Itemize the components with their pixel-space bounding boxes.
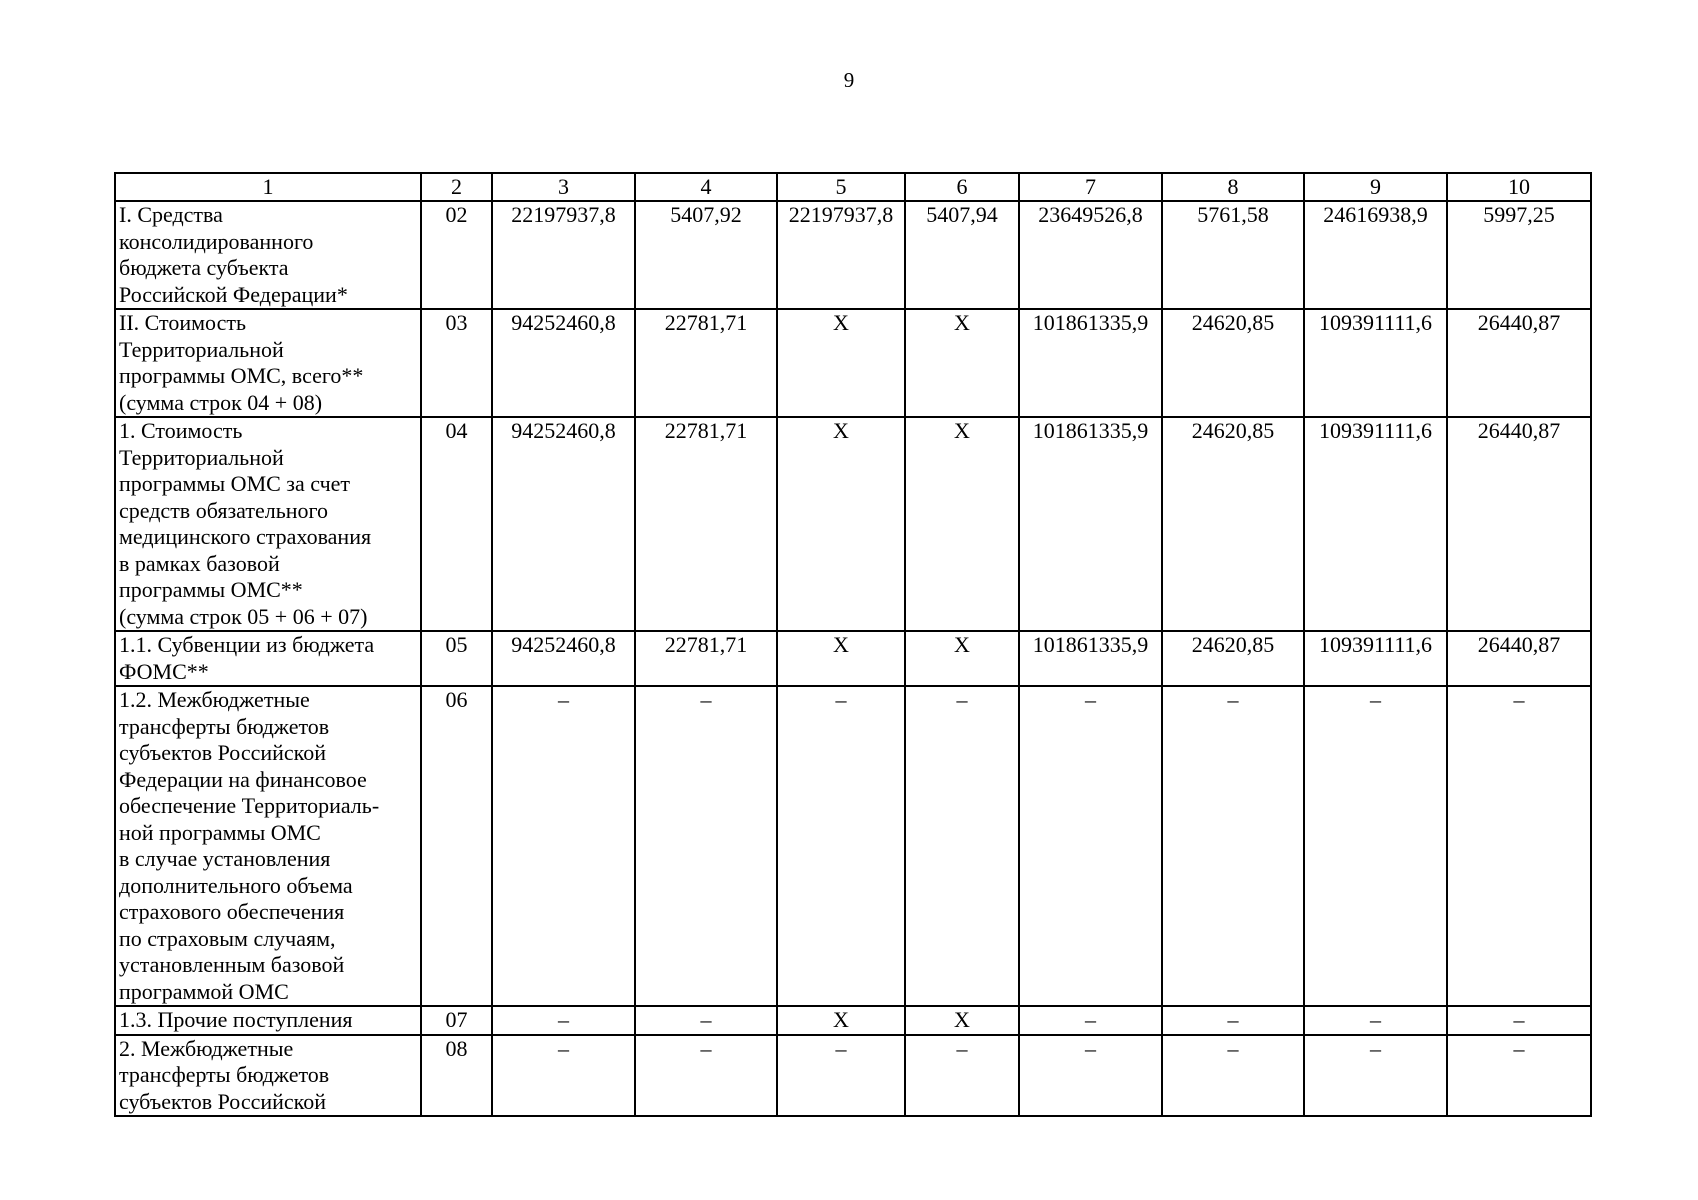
- row-label: 1.3. Прочие поступления: [115, 1006, 421, 1035]
- value-cell: –: [492, 686, 635, 1006]
- value-cell: 22781,71: [635, 631, 777, 686]
- value-cell: –: [1162, 686, 1304, 1006]
- value-cell: 101861335,9: [1019, 417, 1162, 631]
- value-cell: –: [777, 1035, 905, 1117]
- page-number: 9: [843, 68, 855, 92]
- row-label: 2. Межбюджетные трансферты бюджетов субъектов Российской: [115, 1035, 421, 1117]
- header-cell: 8: [1162, 173, 1304, 201]
- value-cell: 5407,94: [905, 201, 1019, 309]
- value-cell: 5997,25: [1447, 201, 1591, 309]
- value-cell: 109391111,6: [1304, 417, 1447, 631]
- value-cell: 109391111,6: [1304, 631, 1447, 686]
- value-cell: 22781,71: [635, 417, 777, 631]
- row-label: 1. Стоимость Территориальной программы ОМС за счет средств обязательного медицинского страхования в рамках базовой программы ОМС** (сумма строк 05 + 06 + 07): [115, 417, 421, 631]
- value-cell: –: [1019, 686, 1162, 1006]
- header-cell: 1: [115, 173, 421, 201]
- value-cell: –: [905, 686, 1019, 1006]
- value-cell: X: [905, 309, 1019, 417]
- value-cell: –: [1304, 1006, 1447, 1035]
- value-cell: X: [905, 417, 1019, 631]
- value-cell: –: [1304, 1035, 1447, 1117]
- table-row: [115, 1006, 1591, 1035]
- value-cell: 22197937,8: [777, 201, 905, 309]
- header-cell: 9: [1304, 173, 1447, 201]
- value-cell: X: [905, 1006, 1019, 1035]
- value-cell: –: [1019, 1035, 1162, 1117]
- value-cell: –: [635, 1035, 777, 1117]
- table-row: [115, 309, 1591, 417]
- value-cell: X: [777, 1006, 905, 1035]
- value-cell: 24616938,9: [1304, 201, 1447, 309]
- value-cell: 24620,85: [1162, 417, 1304, 631]
- value-cell: 22197937,8: [492, 201, 635, 309]
- value-cell: –: [635, 686, 777, 1006]
- value-cell: –: [905, 1035, 1019, 1117]
- value-cell: –: [1304, 686, 1447, 1006]
- value-cell: X: [777, 417, 905, 631]
- header-cell: 6: [905, 173, 1019, 201]
- value-cell: –: [1019, 1006, 1162, 1035]
- value-cell: X: [777, 631, 905, 686]
- row-label: II. Стоимость Территориальной программы ОМС, всего** (сумма строк 04 + 08): [115, 309, 421, 417]
- value-cell: 94252460,8: [492, 631, 635, 686]
- value-cell: 94252460,8: [492, 417, 635, 631]
- row-code: 02: [421, 201, 492, 309]
- header-cell: 7: [1019, 173, 1162, 201]
- value-cell: –: [1447, 1006, 1591, 1035]
- value-cell: 22781,71: [635, 309, 777, 417]
- value-cell: 26440,87: [1447, 309, 1591, 417]
- table-row: [115, 417, 1591, 631]
- value-cell: 101861335,9: [1019, 309, 1162, 417]
- row-label: I. Средства консолидированного бюджета субъекта Российской Федерации*: [115, 201, 421, 309]
- table-row: [115, 1035, 1591, 1117]
- value-cell: –: [492, 1006, 635, 1035]
- value-cell: 5761,58: [1162, 201, 1304, 309]
- value-cell: 109391111,6: [1304, 309, 1447, 417]
- value-cell: –: [1162, 1035, 1304, 1117]
- value-cell: –: [777, 686, 905, 1006]
- row-code: 06: [421, 686, 492, 1006]
- value-cell: –: [492, 1035, 635, 1117]
- row-code: 04: [421, 417, 492, 631]
- row-code: 05: [421, 631, 492, 686]
- header-cell: 5: [777, 173, 905, 201]
- header-cell: 2: [421, 173, 492, 201]
- value-cell: X: [777, 309, 905, 417]
- budget-table: [114, 172, 1592, 1117]
- table-row: [115, 201, 1591, 309]
- header-cell: 10: [1447, 173, 1591, 201]
- table-row: [115, 631, 1591, 686]
- row-code: 07: [421, 1006, 492, 1035]
- row-code: 03: [421, 309, 492, 417]
- header-cell: 4: [635, 173, 777, 201]
- column-number-row: [115, 173, 1591, 201]
- row-label: 1.2. Межбюджетные трансферты бюджетов субъектов Российской Федерации на финансовое обеспечение Территориаль- ной программы ОМС в случае установления дополнительного объема страхового обеспечения по страховым случаям, установленным базовой программой ОМС: [115, 686, 421, 1006]
- value-cell: 26440,87: [1447, 417, 1591, 631]
- value-cell: –: [635, 1006, 777, 1035]
- table-body: [115, 173, 1591, 1116]
- value-cell: 5407,92: [635, 201, 777, 309]
- value-cell: –: [1447, 686, 1591, 1006]
- header-cell: 3: [492, 173, 635, 201]
- value-cell: 101861335,9: [1019, 631, 1162, 686]
- value-cell: –: [1447, 1035, 1591, 1117]
- row-code: 08: [421, 1035, 492, 1117]
- value-cell: 23649526,8: [1019, 201, 1162, 309]
- value-cell: –: [1162, 1006, 1304, 1035]
- value-cell: 24620,85: [1162, 309, 1304, 417]
- row-label: 1.1. Субвенции из бюджета ФОМС**: [115, 631, 421, 686]
- value-cell: 24620,85: [1162, 631, 1304, 686]
- value-cell: 26440,87: [1447, 631, 1591, 686]
- value-cell: X: [905, 631, 1019, 686]
- table-row: [115, 686, 1591, 1006]
- value-cell: 94252460,8: [492, 309, 635, 417]
